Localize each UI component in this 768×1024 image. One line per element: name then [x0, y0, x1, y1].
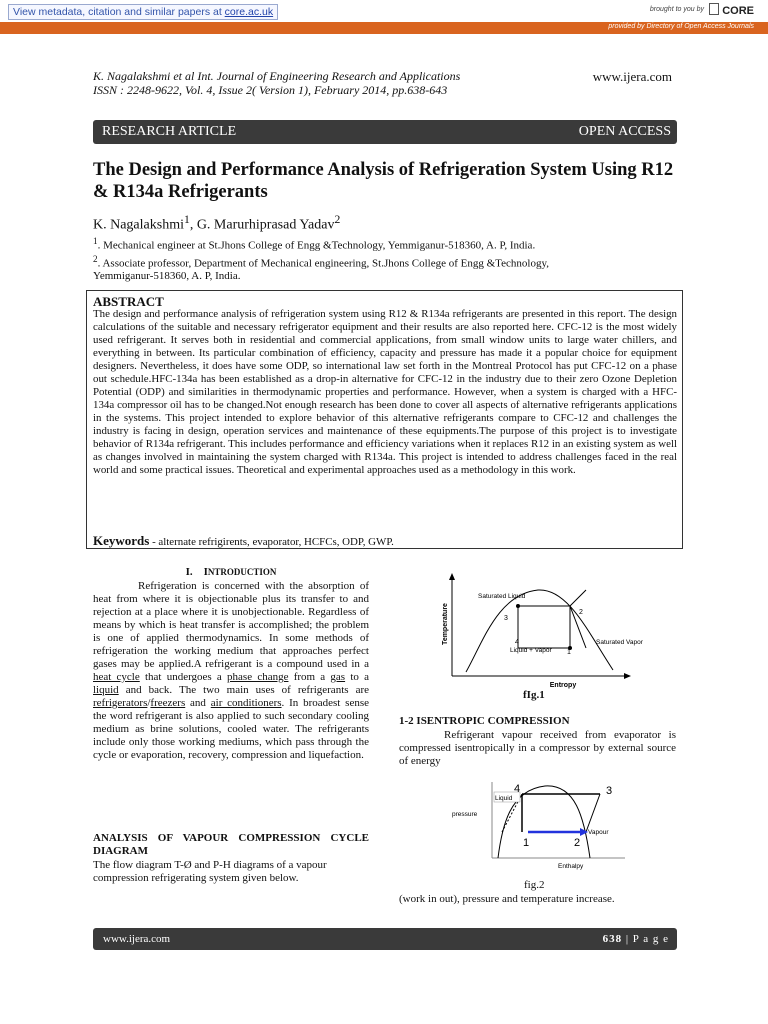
intro-run-7: and: [185, 697, 211, 709]
fig1-point-2: 2: [579, 609, 583, 616]
intro-run-8: . In broadest sense the word refrigerant is also applied to such secondary cooling medium as brine solutions, cooled water. The refrigerants include only those working mediums, which pass through the cycle or evaporation, recovery, compression and liquefaction.: [93, 697, 369, 761]
link-freezers[interactable]: freezers: [150, 697, 186, 709]
section-2-text: The flow diagram T-Ø and P-H diagrams of a vapour compression refrigerating system given below.: [93, 859, 327, 884]
authors: [93, 213, 340, 234]
affiliations: [93, 235, 677, 283]
fig1-sat-vapor-label: Saturated Vapor: [596, 639, 643, 646]
page-footer: [93, 928, 677, 950]
introduction-paragraph: [93, 580, 369, 762]
fig2-liquid-label: Liquid: [495, 795, 513, 802]
fig1-point-4: 4: [515, 639, 519, 646]
fig2-vapour-label: Vapour: [588, 829, 609, 836]
section-1-initial: I: [203, 566, 208, 578]
author-2-sup: 2: [334, 213, 341, 226]
core-logo-text: CORE: [722, 5, 754, 17]
core-banner: [0, 0, 768, 22]
journal-citation: [93, 69, 553, 97]
affiliation-1-text: . Mechanical engineer at St.Jhons College of Engg &Technology, Yemmiganur-518360, A. P, India.: [97, 239, 536, 252]
citation-line-2: ISSN : 2248-9622, Vol. 4, Issue 2( Version 1), February 2014, pp.638-643: [93, 83, 448, 97]
fig1-superheat-line: [570, 606, 586, 648]
affiliation-2-sup: 2: [93, 253, 98, 264]
fig2-x-label: Enthalpy: [558, 863, 584, 870]
section-2-heading: ANALYSIS OF VAPOUR COMPRESSION CYCLE DIAGRAM: [93, 832, 369, 857]
intro-run-1: Refrigeration is concerned with the absorption of heat from where it is objectionable plus its transfer to and rejection at a place where it is unobjectionable. Regardless of means by which is heat transfer is accomplished; the problem is one of applied thermodynamics. In some methods of refrigeration the working medium that approaches perfect gases may be applied.A refrigerant is a compound used in a: [93, 580, 369, 670]
author-1: K. Nagalakshmi: [93, 217, 184, 233]
page-number: 638: [602, 933, 623, 945]
fig1-saturation-dome: [466, 590, 613, 672]
affiliation-2: [93, 253, 677, 271]
fig1-liquid-vapor-label: Liquid + Vapor: [510, 647, 552, 654]
figure-1-ts-diagram: [438, 572, 643, 690]
introduction-text: [93, 580, 369, 762]
abstract-heading: ABSTRACT: [93, 294, 164, 309]
intro-run-2: that undergoes a: [139, 671, 228, 683]
core-logo-icon: [709, 3, 719, 15]
core-provider-text[interactable]: provided by Directory of Open Access Journals: [608, 23, 754, 30]
fig1-x-arrow: [624, 673, 631, 679]
section-1-number: I.: [185, 566, 193, 578]
core-brought-text: brought to you by: [649, 6, 704, 13]
open-access-label: OPEN ACCESS: [578, 124, 671, 139]
citation-line-1: K. Nagalakshmi et al Int. Journal of Engineering Research and Applications: [93, 69, 461, 83]
intro-run-3: from a: [288, 671, 331, 683]
paper-title: The Design and Performance Analysis of Refrigeration System Using R12 & R134a Refrigerants: [93, 160, 674, 202]
link-phase-change[interactable]: phase change: [227, 671, 289, 683]
keywords-label: Keywords: [93, 533, 150, 548]
footer-page: [603, 928, 669, 950]
fig1-point-1: 1: [567, 649, 571, 656]
author-1-sup: 1: [183, 213, 190, 226]
subsection-1-2-paragraph: Refrigerant vapour received from evaporator is compressed isentropically in a compressor by external source of energy: [399, 729, 676, 767]
fig2-line-1-2: [586, 794, 600, 832]
fig2-point-4: 4: [514, 783, 521, 795]
section-1-heading: [93, 566, 369, 578]
link-liquid[interactable]: liquid: [93, 684, 119, 696]
link-refrigerators[interactable]: refrigerators: [93, 697, 148, 709]
journal-url: www.ijera.com: [592, 69, 672, 84]
page-word: P a g e: [632, 933, 669, 945]
fig1-y-arrow: [449, 573, 455, 580]
keywords-text: - alternate refrigirents, evaporator, HCFCs, ODP, GWP.: [149, 536, 394, 548]
author-2: G. Marurhiprasad Yadav: [196, 217, 335, 233]
subsection-1-2-text: [399, 729, 676, 768]
affiliation-1-sup: 1: [93, 236, 98, 246]
intro-run-6: /: [147, 697, 151, 709]
link-heat-cycle[interactable]: heat cycle: [93, 671, 140, 683]
affiliation-3: Yemmiganur-518360, A. P, India.: [93, 270, 241, 283]
fig1-point-3: 3: [504, 615, 508, 622]
affiliation-2-text: . Associate professor, Department of Mechanical engineering, St.Jhons College of Engg &Technology,: [97, 257, 549, 270]
fig1-cycle: [518, 590, 586, 648]
core-metadata-link[interactable]: [8, 4, 278, 20]
subsection-1-2-heading: 1-2 ISENTROPIC COMPRESSION: [399, 715, 570, 727]
core-logo[interactable]: [709, 3, 754, 17]
footer-url: www.ijera.com: [103, 933, 171, 945]
fig2-point-1: 1: [523, 837, 530, 849]
section-1-rest: NTRODUCTION: [207, 567, 277, 577]
article-type-band: [93, 120, 677, 144]
intro-run-4: to a: [345, 671, 369, 683]
figure-2-note: (work in out), pressure and temperature increase.: [399, 893, 615, 905]
keywords: [93, 533, 394, 549]
intro-run-5: and back. The two main uses of refrigerants are: [118, 684, 369, 696]
core-link-domain[interactable]: core.ac.uk: [224, 6, 274, 18]
link-air-conditioners[interactable]: air conditioners: [210, 697, 282, 709]
fig1-x-label: Entropy: [549, 682, 577, 689]
figure-1-caption: fIg.1: [523, 689, 545, 701]
fig1-point-3-dot: [516, 604, 520, 608]
research-article-label: RESEARCH ARTICLE: [102, 124, 237, 139]
fig2-point-2: 2: [574, 837, 581, 849]
fig1-y-label: Temperature: [442, 603, 449, 645]
fig2-y-label: pressure: [452, 811, 478, 818]
core-link-text: View metadata, citation and similar papers at: [13, 6, 225, 18]
core-provider-bar: [0, 22, 768, 34]
affiliation-1: [93, 235, 677, 253]
figure-2-ph-diagram: [450, 776, 645, 872]
figure-2-caption: fig.2: [524, 879, 545, 891]
page-sep: |: [622, 933, 633, 945]
fig2-point-3: 3: [606, 785, 613, 797]
link-gas[interactable]: gas: [330, 671, 346, 683]
author-sep: ,: [189, 217, 197, 233]
fig1-sat-liquid-label: Saturated Liquid: [478, 593, 526, 600]
abstract-text: The design and performance analysis of refrigeration system using R12 & R134a refrigerants are presented in this report. The design calculations of the suitable and necessary refrigerator equipment and their results are also reported here. CFC-12 is the most widely used refrigerant. It serves both in residential and commercial applications, from small window units to large water chillers, and everything in between. Its particular combination of efficiency, capacity and pressure has made it a popular choice for equipment designers. Nevertheless, it does have some ODP, so international law set forth in the Montreal Protocol has put CFC-12 on a phase out schedule.HFC-134a has been established as a drop-in alternative for CFC-12 in the industry due to their zero Ozone Depletion Potential (ODP) and similarities in thermodynamic properties and performance. However, when a system is charged with a HFC-134a compressor oil has to be changed.Not enough research has been done to cover all aspects of alternative refrigerants applications in the systems. This project intended to explore behavior of this alternative refrigerants compare to CFC-12 and challenges the industry is facing in design, operation services and maintenance of these equipments.The purpose of this project is to investigate behavior of R134a refrigerant. This includes performance and efficiency variations when it replaces R12 in an existing system as well as changes involved in maintaining the system charged with R134a. This project is intended to address challenges faced in the real world and some practical issues. Theoretical and experimental approaches used as a methodology in this work.: [93, 308, 677, 476]
